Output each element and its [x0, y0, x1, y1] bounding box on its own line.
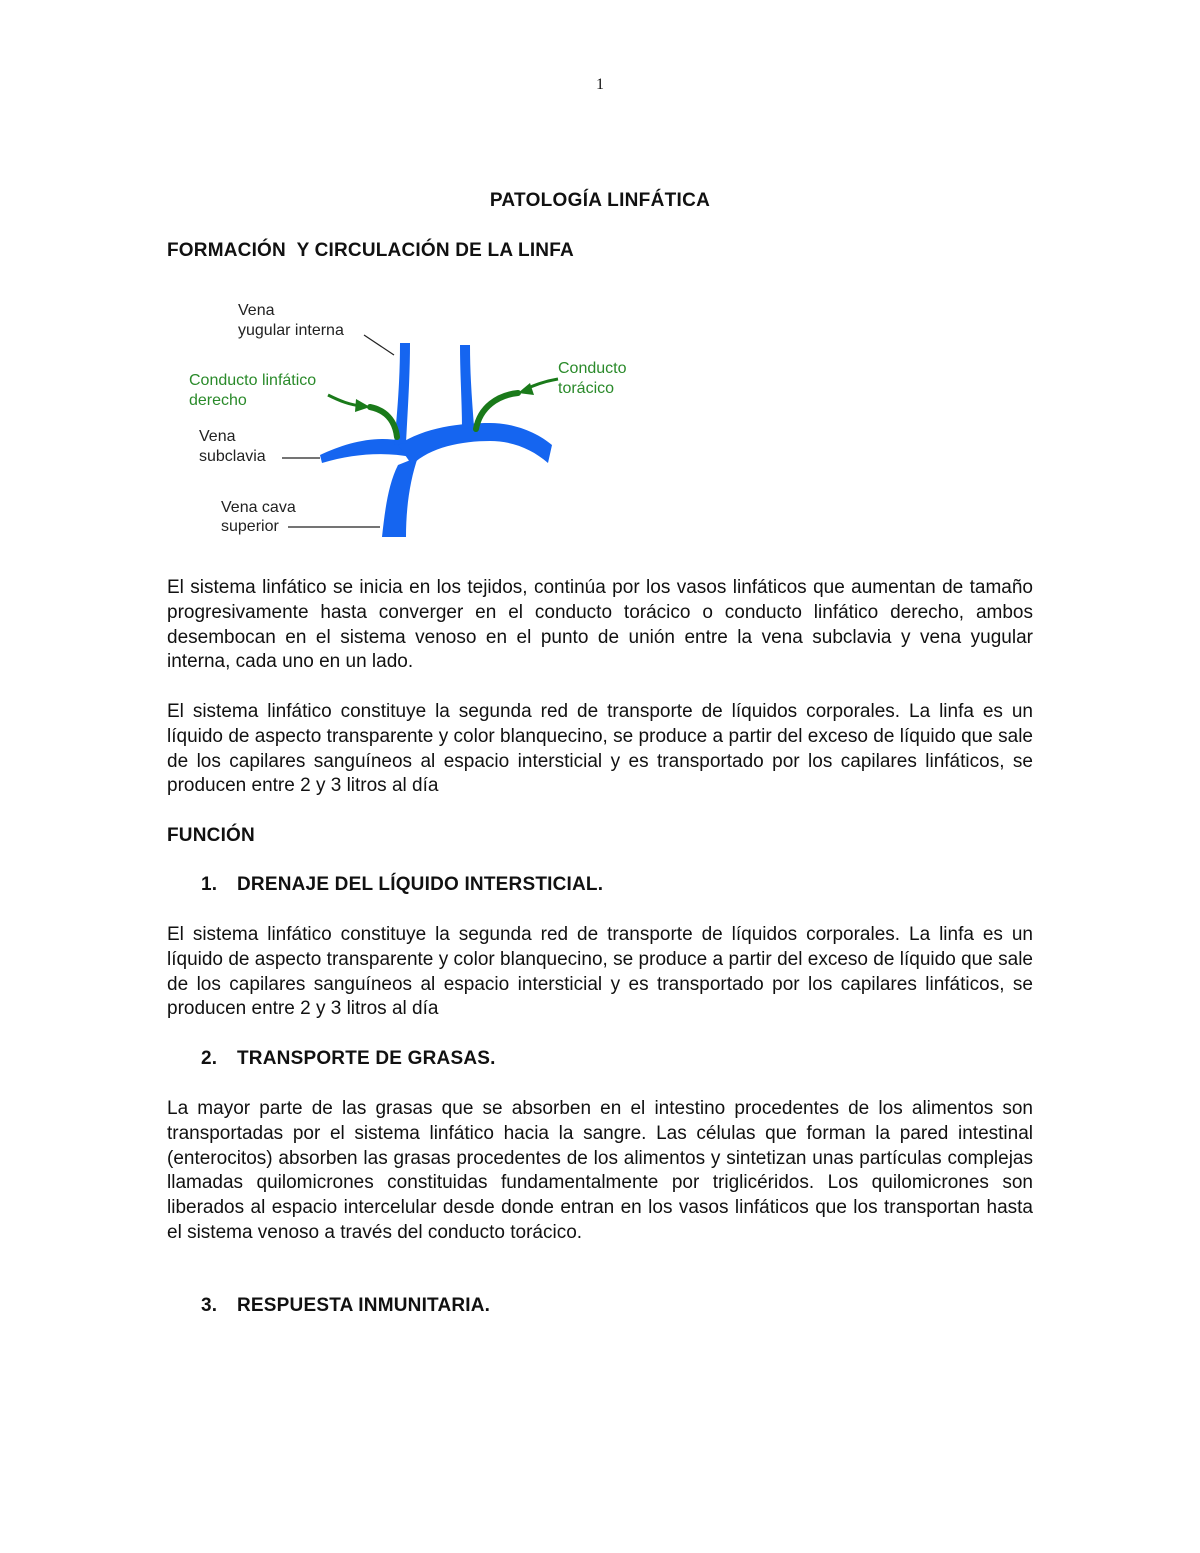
- paragraph-segunda-red: El sistema linfático constituye la segunda red de transporte de líquidos corporales. La linfa es un líquido de aspecto transparente y color blanquecino, se produce a partir del exceso de líquido que sale de los capilares sanguíneos al espacio intersticial y es transportado por los capilares linfáticos, se producen entre 2 y 3 litros al día: [167, 701, 1033, 797]
- list-heading-transporte-grasas: [201, 1048, 496, 1070]
- lymph-circulation-diagram: [180, 295, 660, 545]
- section-heading-funcion: FUNCIÓN: [167, 825, 255, 846]
- leader-lines: [282, 335, 394, 527]
- paragraph-drenaje: El sistema linfático constituye la segunda red de transporte de líquidos corporales. La linfa es un líquido de aspecto transparente y color blanquecino, se produce a partir del exceso de líquido que sale de los capilares sanguíneos al espacio intersticial y es transportado por los capilares linfáticos, se producen entre 2 y 3 litros al día: [167, 924, 1033, 1020]
- label-conducto-toracico-1: Conducto: [558, 360, 627, 377]
- label-conducto-derecho-2: derecho: [189, 392, 247, 409]
- vein-network: [320, 343, 552, 537]
- label-vena-yugular-1: Vena: [238, 302, 275, 319]
- label-vena-yugular-2: yugular interna: [238, 322, 344, 339]
- label-vena-cava-2: superior: [221, 518, 279, 535]
- list-title: RESPUESTA INMUNITARIA.: [237, 1295, 491, 1316]
- paragraph-transporte-grasas: La mayor parte de las grasas que se absorben en el intestino procedentes de los alimentos son transportadas por el sistema linfático hacia la sangre. Las células que forman la pared intestinal (enterocitos) absorben las grasas procedentes de los alimentos y sintetizan unas partículas complejas llamadas quilomicrones constituidas fundamentalmente por triglicéridos. Los quilomicrones son liberados al espacio intercelular desde donde entran en los vasos linfáticos que los transportan hasta el sistema venoso a través del conducto torácico.: [167, 1098, 1033, 1243]
- document-title: PATOLOGÍA LINFÁTICA: [489, 190, 711, 211]
- label-conducto-toracico-2: torácico: [558, 380, 615, 397]
- diagram-arrows: [328, 379, 558, 412]
- label-vena-subclavia-2: subclavia: [199, 448, 266, 465]
- section-heading-formacion: FORMACIÓN Y CIRCULACIÓN DE LA LINFA: [167, 240, 574, 261]
- list-heading-drenaje: [201, 874, 603, 896]
- label-conducto-derecho-1: Conducto linfático: [189, 372, 317, 389]
- list-number: 3.: [201, 1295, 218, 1316]
- label-vena-subclavia-1: Vena: [199, 428, 236, 445]
- label-vena-cava-1: Vena cava: [221, 499, 296, 516]
- list-title: DRENAJE DEL LÍQUIDO INTERSTICIAL.: [237, 874, 604, 895]
- leader-vena-yugular: [364, 335, 394, 355]
- paragraph-sistema-linfatico-inicio: El sistema linfático se inicia en los tejidos, continúa por los vasos linfáticos que aumentan de tamaño progresivamente hasta converger en el conducto torácico o conducto linfático derecho, ambos desembocan en el sistema venoso en el punto de unión entre la vena subclavia y vena yugular interna, cada uno en un lado.: [167, 577, 1033, 673]
- page-number: 1: [596, 76, 604, 93]
- list-number: 2.: [201, 1048, 218, 1069]
- list-title: TRANSPORTE DE GRASAS.: [237, 1048, 496, 1069]
- vena-yugular-left-shape: [460, 345, 474, 429]
- vena-cava-shape: [382, 457, 418, 537]
- list-number: 1.: [201, 874, 218, 895]
- arrow-conducto-toracico-head: [518, 383, 534, 395]
- conducto-linfatico-derecho-shape: [370, 407, 397, 437]
- list-heading-respuesta-inmunitaria: [201, 1295, 490, 1317]
